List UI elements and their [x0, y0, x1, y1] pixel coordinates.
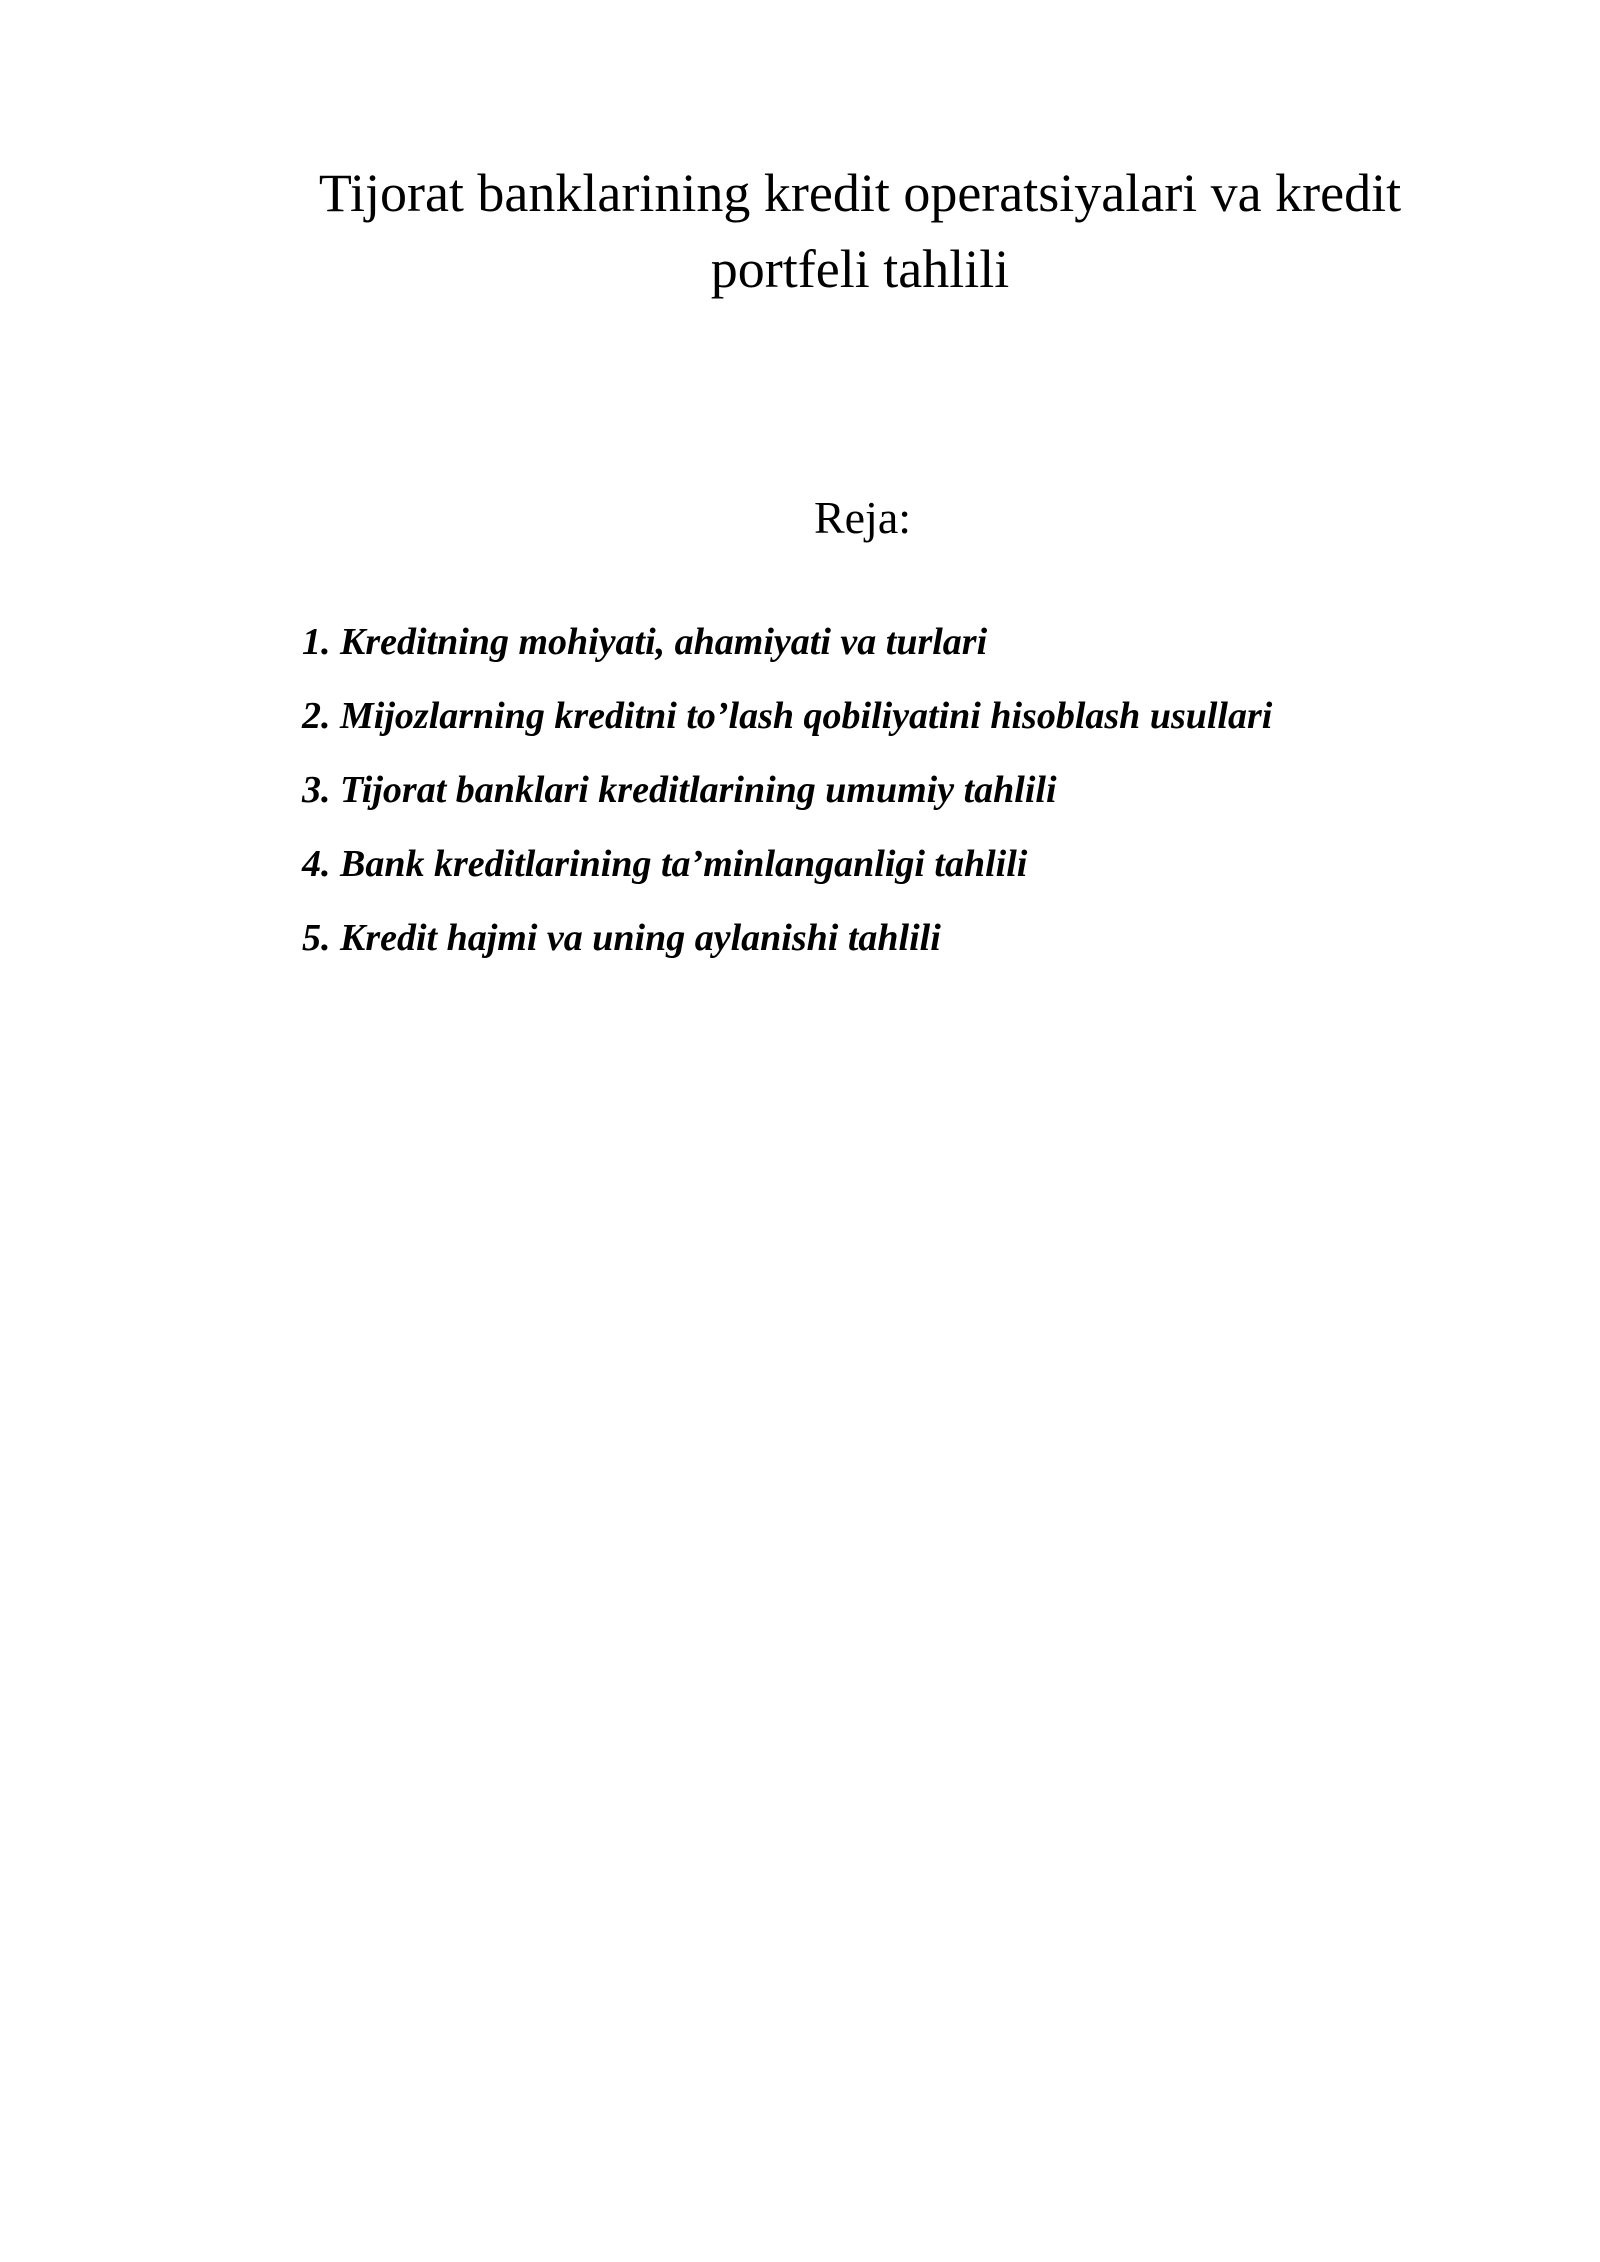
plan-item-5: 5. Kredit hajmi va uning aylanishi tahlili: [302, 917, 941, 959]
plan-heading: Reja:: [813, 492, 912, 543]
plan-item-3: 3. Tijorat banklari kreditlarining umumiy tahlili: [302, 769, 1057, 811]
document-title-line-2: portfeli tahlili: [710, 239, 1010, 299]
plan-list: [302, 618, 1272, 988]
plan-item-4: 4. Bank kreditlarining ta’minlanganligi tahlili: [302, 843, 1028, 885]
plan-item-2: 2. Mijozlarning kreditni to’lash qobiliyatini hisoblash usullari: [302, 695, 1273, 737]
plan-item-1: 1. Kreditning mohiyati, ahamiyati va turlari: [302, 621, 988, 663]
document-title-line-1: Tijorat banklarining kredit operatsiyalari va kredit: [318, 163, 1402, 223]
document-title: [200, 155, 1520, 307]
